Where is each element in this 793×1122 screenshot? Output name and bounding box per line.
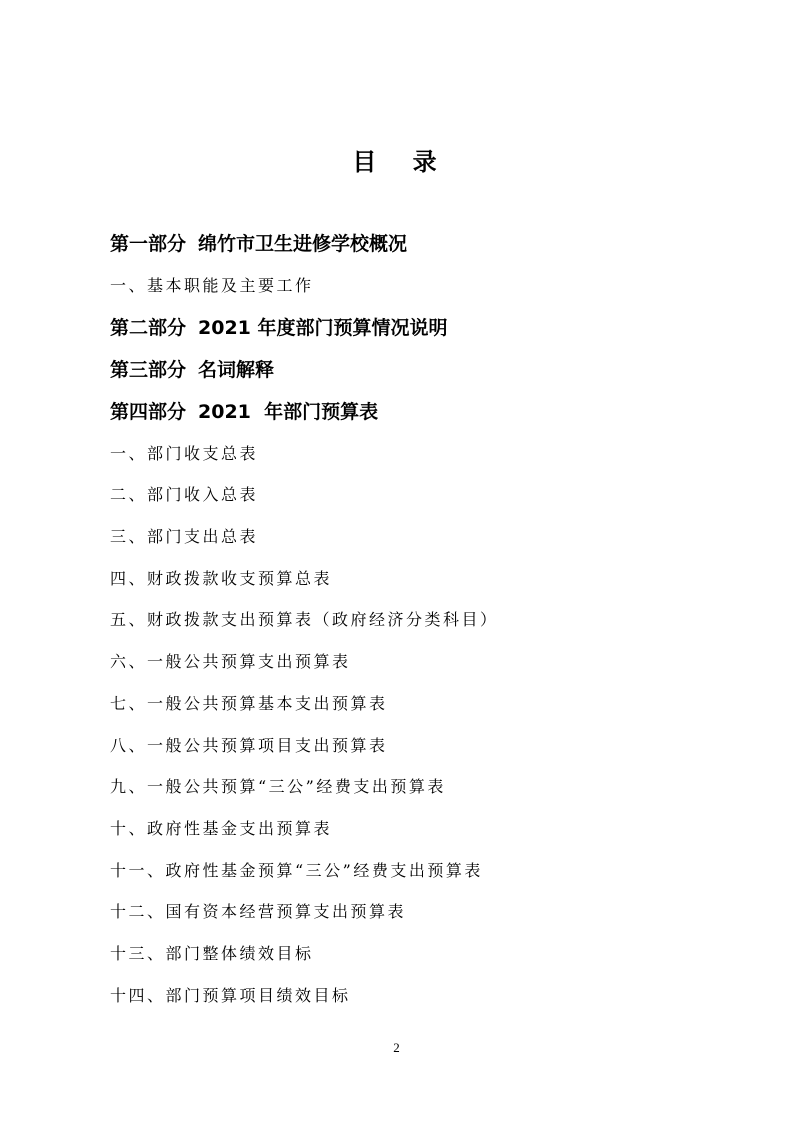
- toc-item: 一、基本职能及主要工作: [110, 276, 314, 295]
- toc-part-label: 第四部分: [110, 400, 187, 423]
- toc-part-label: 第二部分: [110, 316, 187, 339]
- toc-item: 六、一般公共预算支出预算表: [110, 652, 351, 672]
- toc-item: 一、部门收支总表: [110, 443, 259, 463]
- toc-part-2: [110, 312, 499, 354]
- toc-item: 七、一般公共预算基本支出预算表: [110, 693, 388, 713]
- toc-item: 十一、政府性基金预算“三公”经费支出预算表: [110, 860, 483, 880]
- toc-item: 三、部门支出总表: [110, 527, 259, 547]
- toc-item: 二、部门收入总表: [110, 485, 259, 505]
- toc-item: 四、财政拨款收支预算总表: [110, 568, 333, 588]
- toc-part-1: [110, 228, 499, 270]
- toc-part-3: [110, 354, 499, 396]
- table-of-contents: [110, 228, 499, 1021]
- toc-part-4: [110, 396, 499, 438]
- toc-part-label: 第一部分: [110, 233, 187, 255]
- toc-part-title: 绵竹市卫生进修学校概况: [198, 233, 408, 255]
- toc-item: 八、一般公共预算项目支出预算表: [110, 735, 388, 755]
- toc-item: 九、一般公共预算“三公”经费支出预算表: [110, 777, 446, 797]
- page-title: 目 录: [352, 148, 451, 176]
- toc-part-title: 名词解释: [198, 358, 275, 381]
- page-number: 2: [393, 1040, 400, 1055]
- toc-item: 五、财政拨款支出预算表（政府经济分类科目）: [110, 610, 499, 630]
- toc-part-title: 2021 年度部门预算情况说明: [198, 316, 448, 339]
- toc-item: 十、政府性基金支出预算表: [110, 818, 333, 838]
- toc-item: 十三、部门整体绩效目标: [110, 943, 314, 963]
- toc-item: 十二、国有资本经营预算支出预算表: [110, 902, 407, 922]
- toc-part-title: 2021 年部门预算表: [198, 400, 379, 423]
- toc-part-label: 第三部分: [110, 358, 187, 381]
- toc-item: 十四、部门预算项目绩效目标: [110, 985, 351, 1005]
